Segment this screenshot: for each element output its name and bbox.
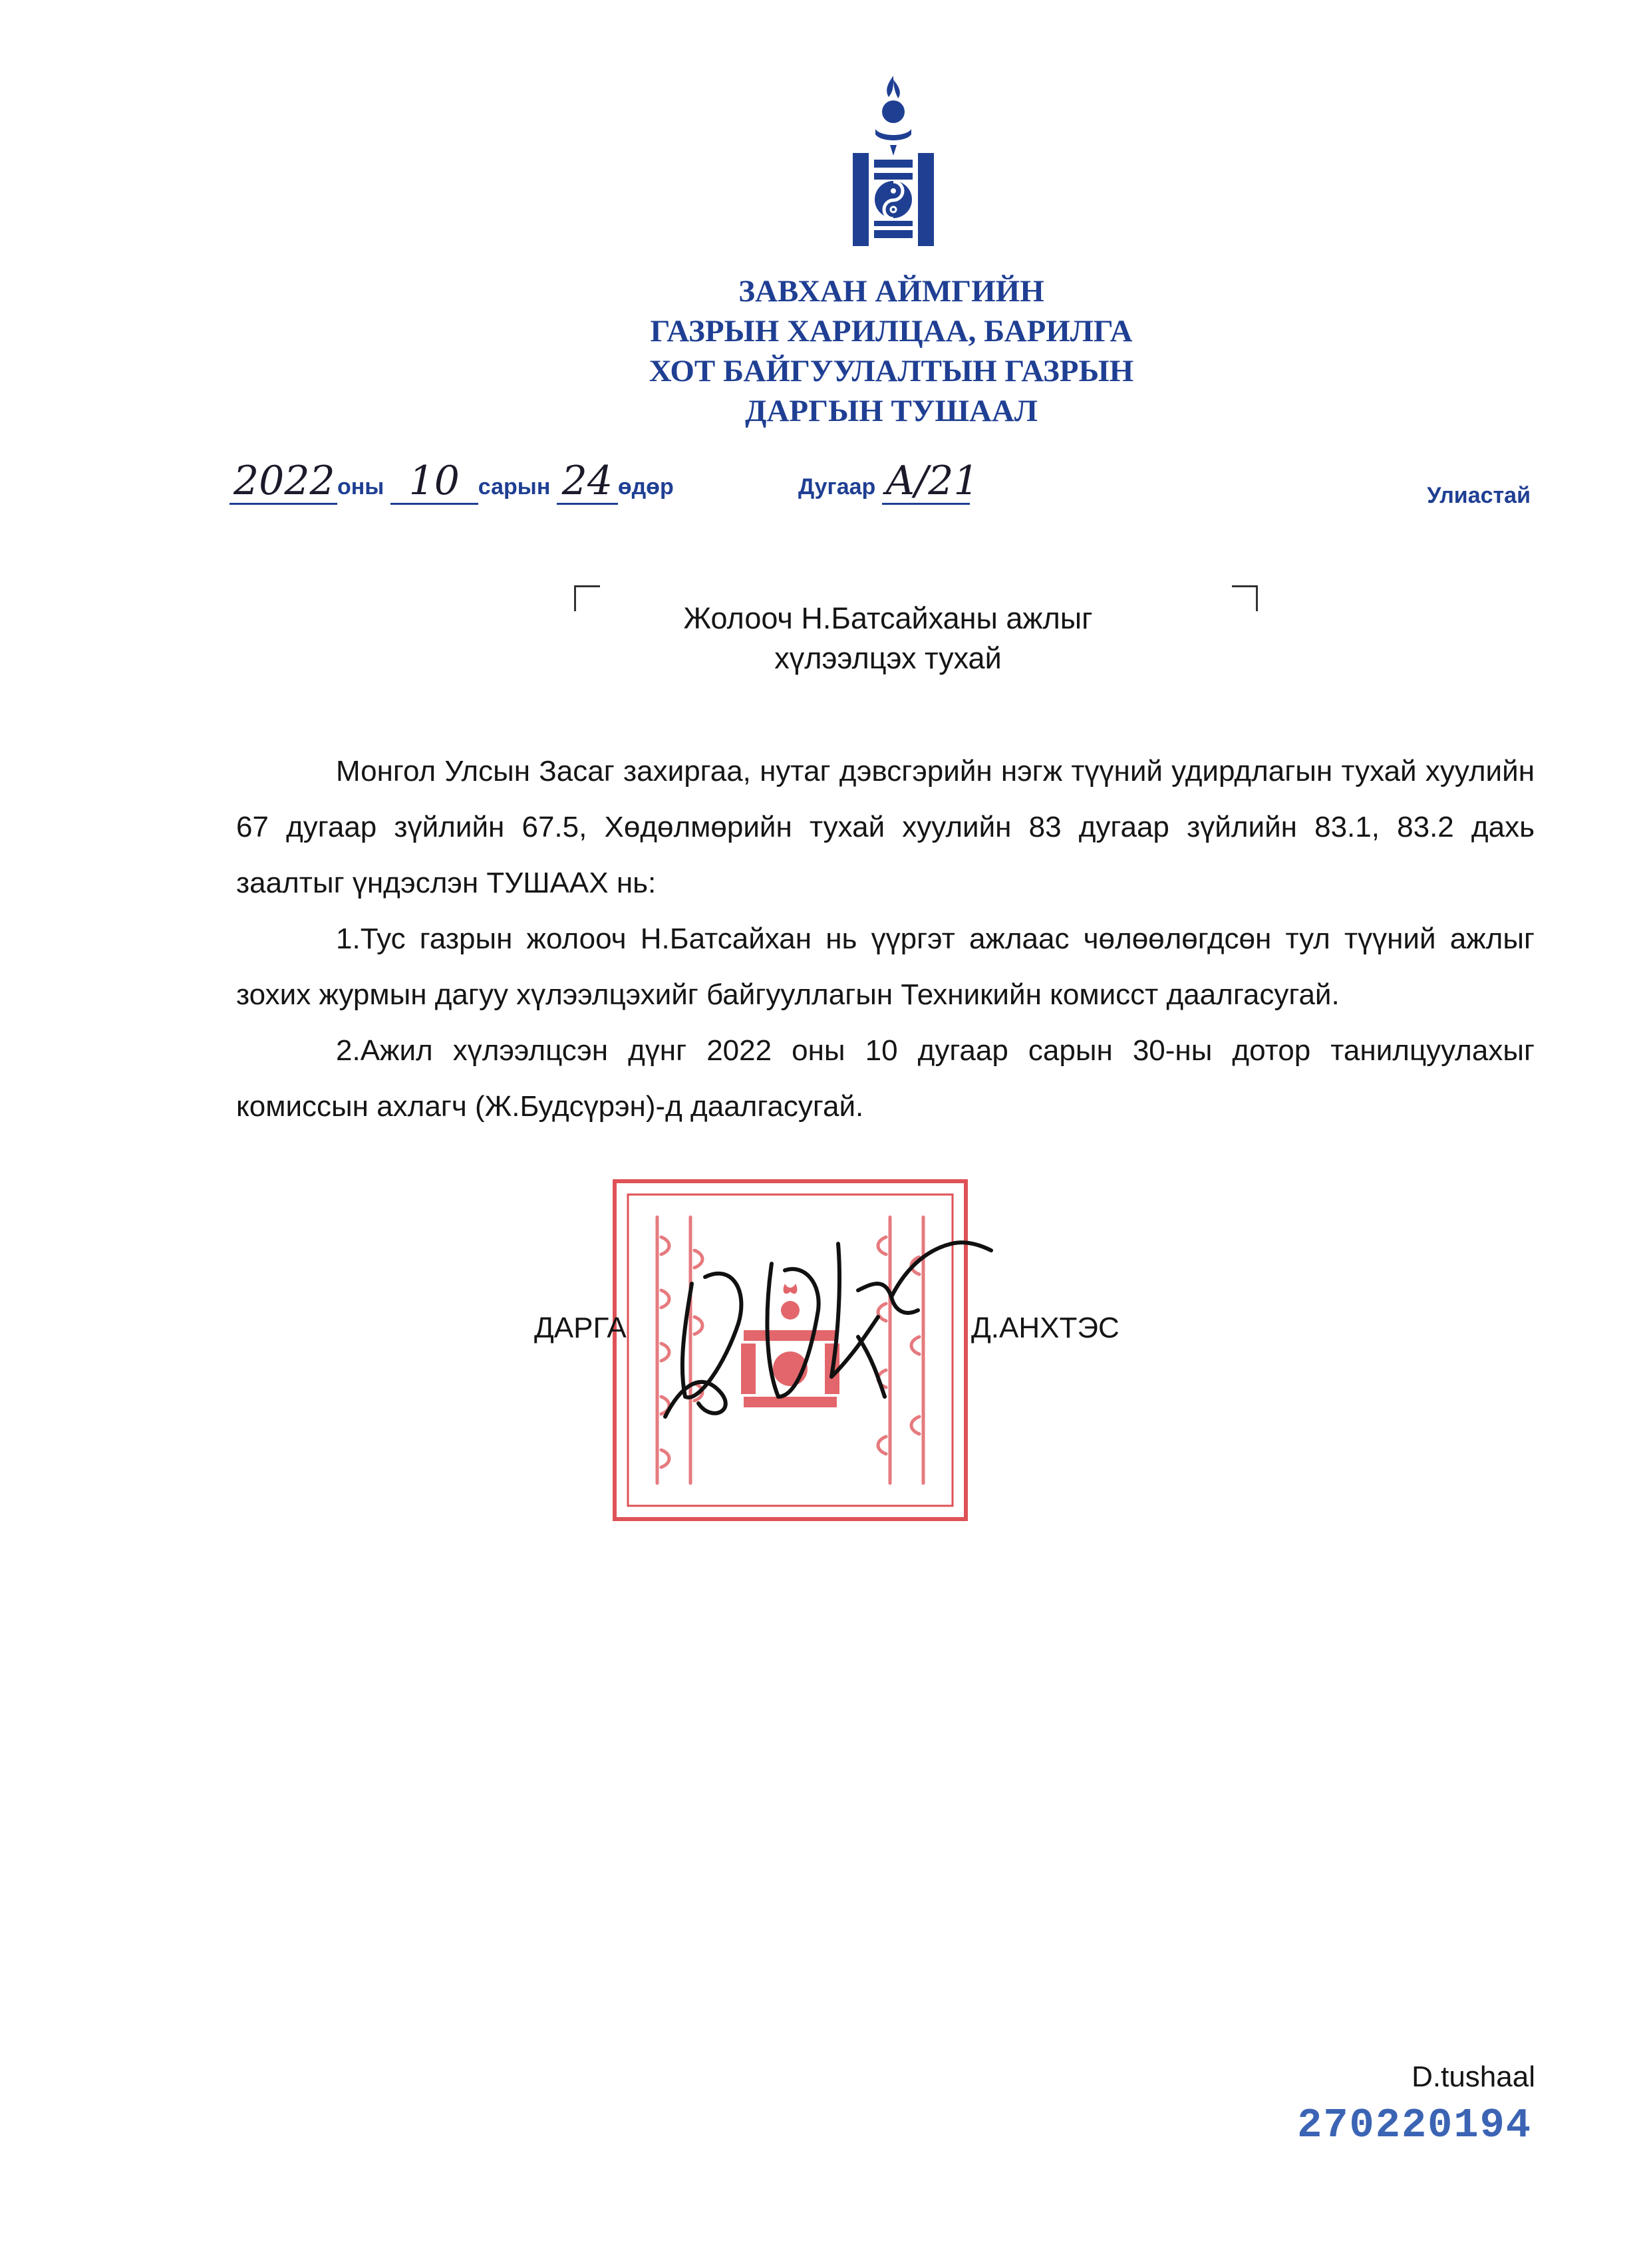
file-code: D.tushaal <box>1412 2060 1535 2093</box>
body-paragraph-3: 2.Ажил хүлээлцсэн дүнг 2022 оны 10 дугаар сарын 30-ны дотор танилцуулахыг комиссын ахлагч (Ж.Будсүрэн)-д даалгасугай. <box>236 1034 1535 1123</box>
body-paragraph-2: 1.Тус газрын жолооч Н.Батсайхан нь үүргэт ажлаас чөлөөлөгдсөн тул түүний ажлыг зохих журмын дагуу хүлээлцэхийг байгууллагын Техникийн комисст даалгасугай. <box>236 922 1535 1011</box>
date-block <box>229 459 674 505</box>
subject <box>599 599 1177 678</box>
number-label: Дугаар <box>798 474 876 499</box>
year-label: оны <box>337 474 384 499</box>
number-block <box>798 458 979 505</box>
signatory-name: Д.АНХТЭС <box>971 1312 1120 1344</box>
serial-number: 270220194 <box>1297 2102 1532 2149</box>
order-body <box>236 744 1535 1135</box>
date-year: 2022 <box>229 459 337 505</box>
body-paragraph-1: Монгол Улсын Засаг захиргаа, нутаг дэвсгэрийн нэгж түүний удирдлагын тухай хуулийн 67 дугаар зүйлийн 67.5, Хөдөлмөрийн тухай хуулийн 83 дугаар зүйлийн 83.1, 83.2 дахь заалтыг үндэслэн ТУШААХ нь: <box>236 755 1535 899</box>
org-line-1: ЗАВХАН АЙМГИЙН <box>738 274 1044 309</box>
subject-line-2: хүлээлцэх тухай <box>774 641 1002 675</box>
handwritten-signature-icon <box>639 1204 1004 1443</box>
date-day: 24 <box>557 459 618 505</box>
subject-line-1: Жолооч Н.Батсайханы ажлыг <box>683 601 1093 635</box>
document-number: A/21 <box>882 459 970 505</box>
month-label: сарын <box>478 474 551 499</box>
soyombo-emblem-icon <box>843 73 943 253</box>
date-month: 10 <box>390 459 478 505</box>
org-line-2: ГАЗРЫН ХАРИЛЦАА, БАРИЛГА <box>650 314 1133 349</box>
org-line-3: ХОТ БАЙГУУЛАЛТЫН ГАЗРЫН <box>649 354 1134 388</box>
place-name: Улиастай <box>1427 483 1531 508</box>
organization-title <box>466 271 1317 431</box>
subject-corner-right <box>1232 585 1258 611</box>
day-label: өдөр <box>617 474 674 499</box>
org-line-4: ДАРГЫН ТУШААЛ <box>745 394 1038 428</box>
subject-corner-left <box>574 585 600 611</box>
signatory-title: ДАРГА <box>534 1312 627 1344</box>
document-meta-row <box>0 459 1645 525</box>
